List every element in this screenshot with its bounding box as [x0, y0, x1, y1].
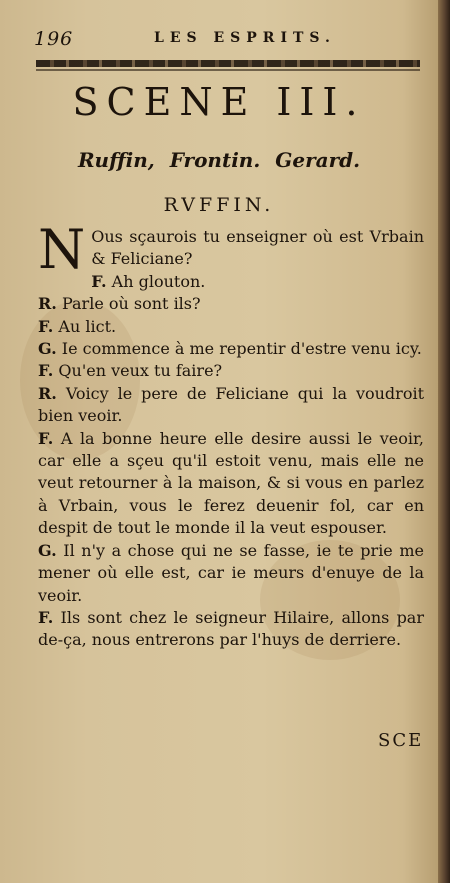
running-head: LES ESPRITS. [154, 30, 336, 46]
line-text: Ils sont chez le seigneur Hilaire, allons par de-ça, nous entrerons par l'huys de derriere. [38, 607, 424, 650]
speaker-label: F. [38, 607, 54, 627]
speaker-label: F. [38, 361, 54, 381]
line-text: Au lict. [58, 316, 117, 336]
line-text: Ous sçaurois tu enseigner où est Vrbain & Feliciane? [91, 227, 424, 269]
book-edge [438, 0, 450, 883]
speaker-label: G. [38, 540, 57, 560]
line-text: Parle où sont ils? [61, 294, 201, 314]
speaker-label: F. [38, 428, 54, 448]
catchword: SCE [378, 730, 424, 751]
dialogue-line [38, 293, 424, 315]
line-text: Qu'en veux tu faire? [58, 361, 223, 381]
line-text: Ie commence à me repentir d'estre venu icy. [61, 339, 422, 359]
dialogue-line [38, 316, 424, 338]
drop-cap: N [38, 218, 86, 281]
dialogue-line [38, 428, 424, 540]
speaker-label: F. [91, 271, 107, 291]
speaker-label: G. [38, 339, 57, 359]
page-number: 196 [34, 28, 74, 50]
speaker-label: F. [38, 316, 54, 336]
dialogue-line [38, 607, 424, 652]
dialogue-line [38, 540, 424, 607]
scene-characters: Ruffin, Frontin. Gerard. [77, 148, 361, 172]
dialogue-line [38, 271, 424, 293]
header-rule [36, 69, 420, 71]
scene-title: SCENE III. [72, 80, 366, 124]
header-ornament-rule [36, 60, 420, 67]
speaker-label: R. [38, 383, 57, 403]
line-text: Ah glouton. [111, 271, 206, 291]
speaker-label: R. [38, 294, 57, 314]
line-text: Il n'y a chose qui ne se fasse, ie te prie me mener où elle est, car ie meurs d'enuye de la veoir. [38, 540, 424, 605]
line-text: Voicy le pere de Feliciane qui la voudroit bien veoir. [38, 383, 424, 426]
speaker-heading: RVFFIN. [163, 194, 275, 216]
dialogue-line [38, 360, 424, 382]
page-header [34, 28, 418, 52]
dialogue-line [38, 383, 424, 428]
line-text: A la bonne heure elle desire aussi le veoir, car elle a sçeu qu'il estoit venu, mais elle ne veut retourner à la maison, & si vous en parlez à Vrbain, vous le ferez deuenir fol, car en despit de tout le monde il la veut espouser. [38, 428, 424, 538]
dialogue-line [38, 338, 424, 360]
dialogue-text [38, 218, 424, 652]
